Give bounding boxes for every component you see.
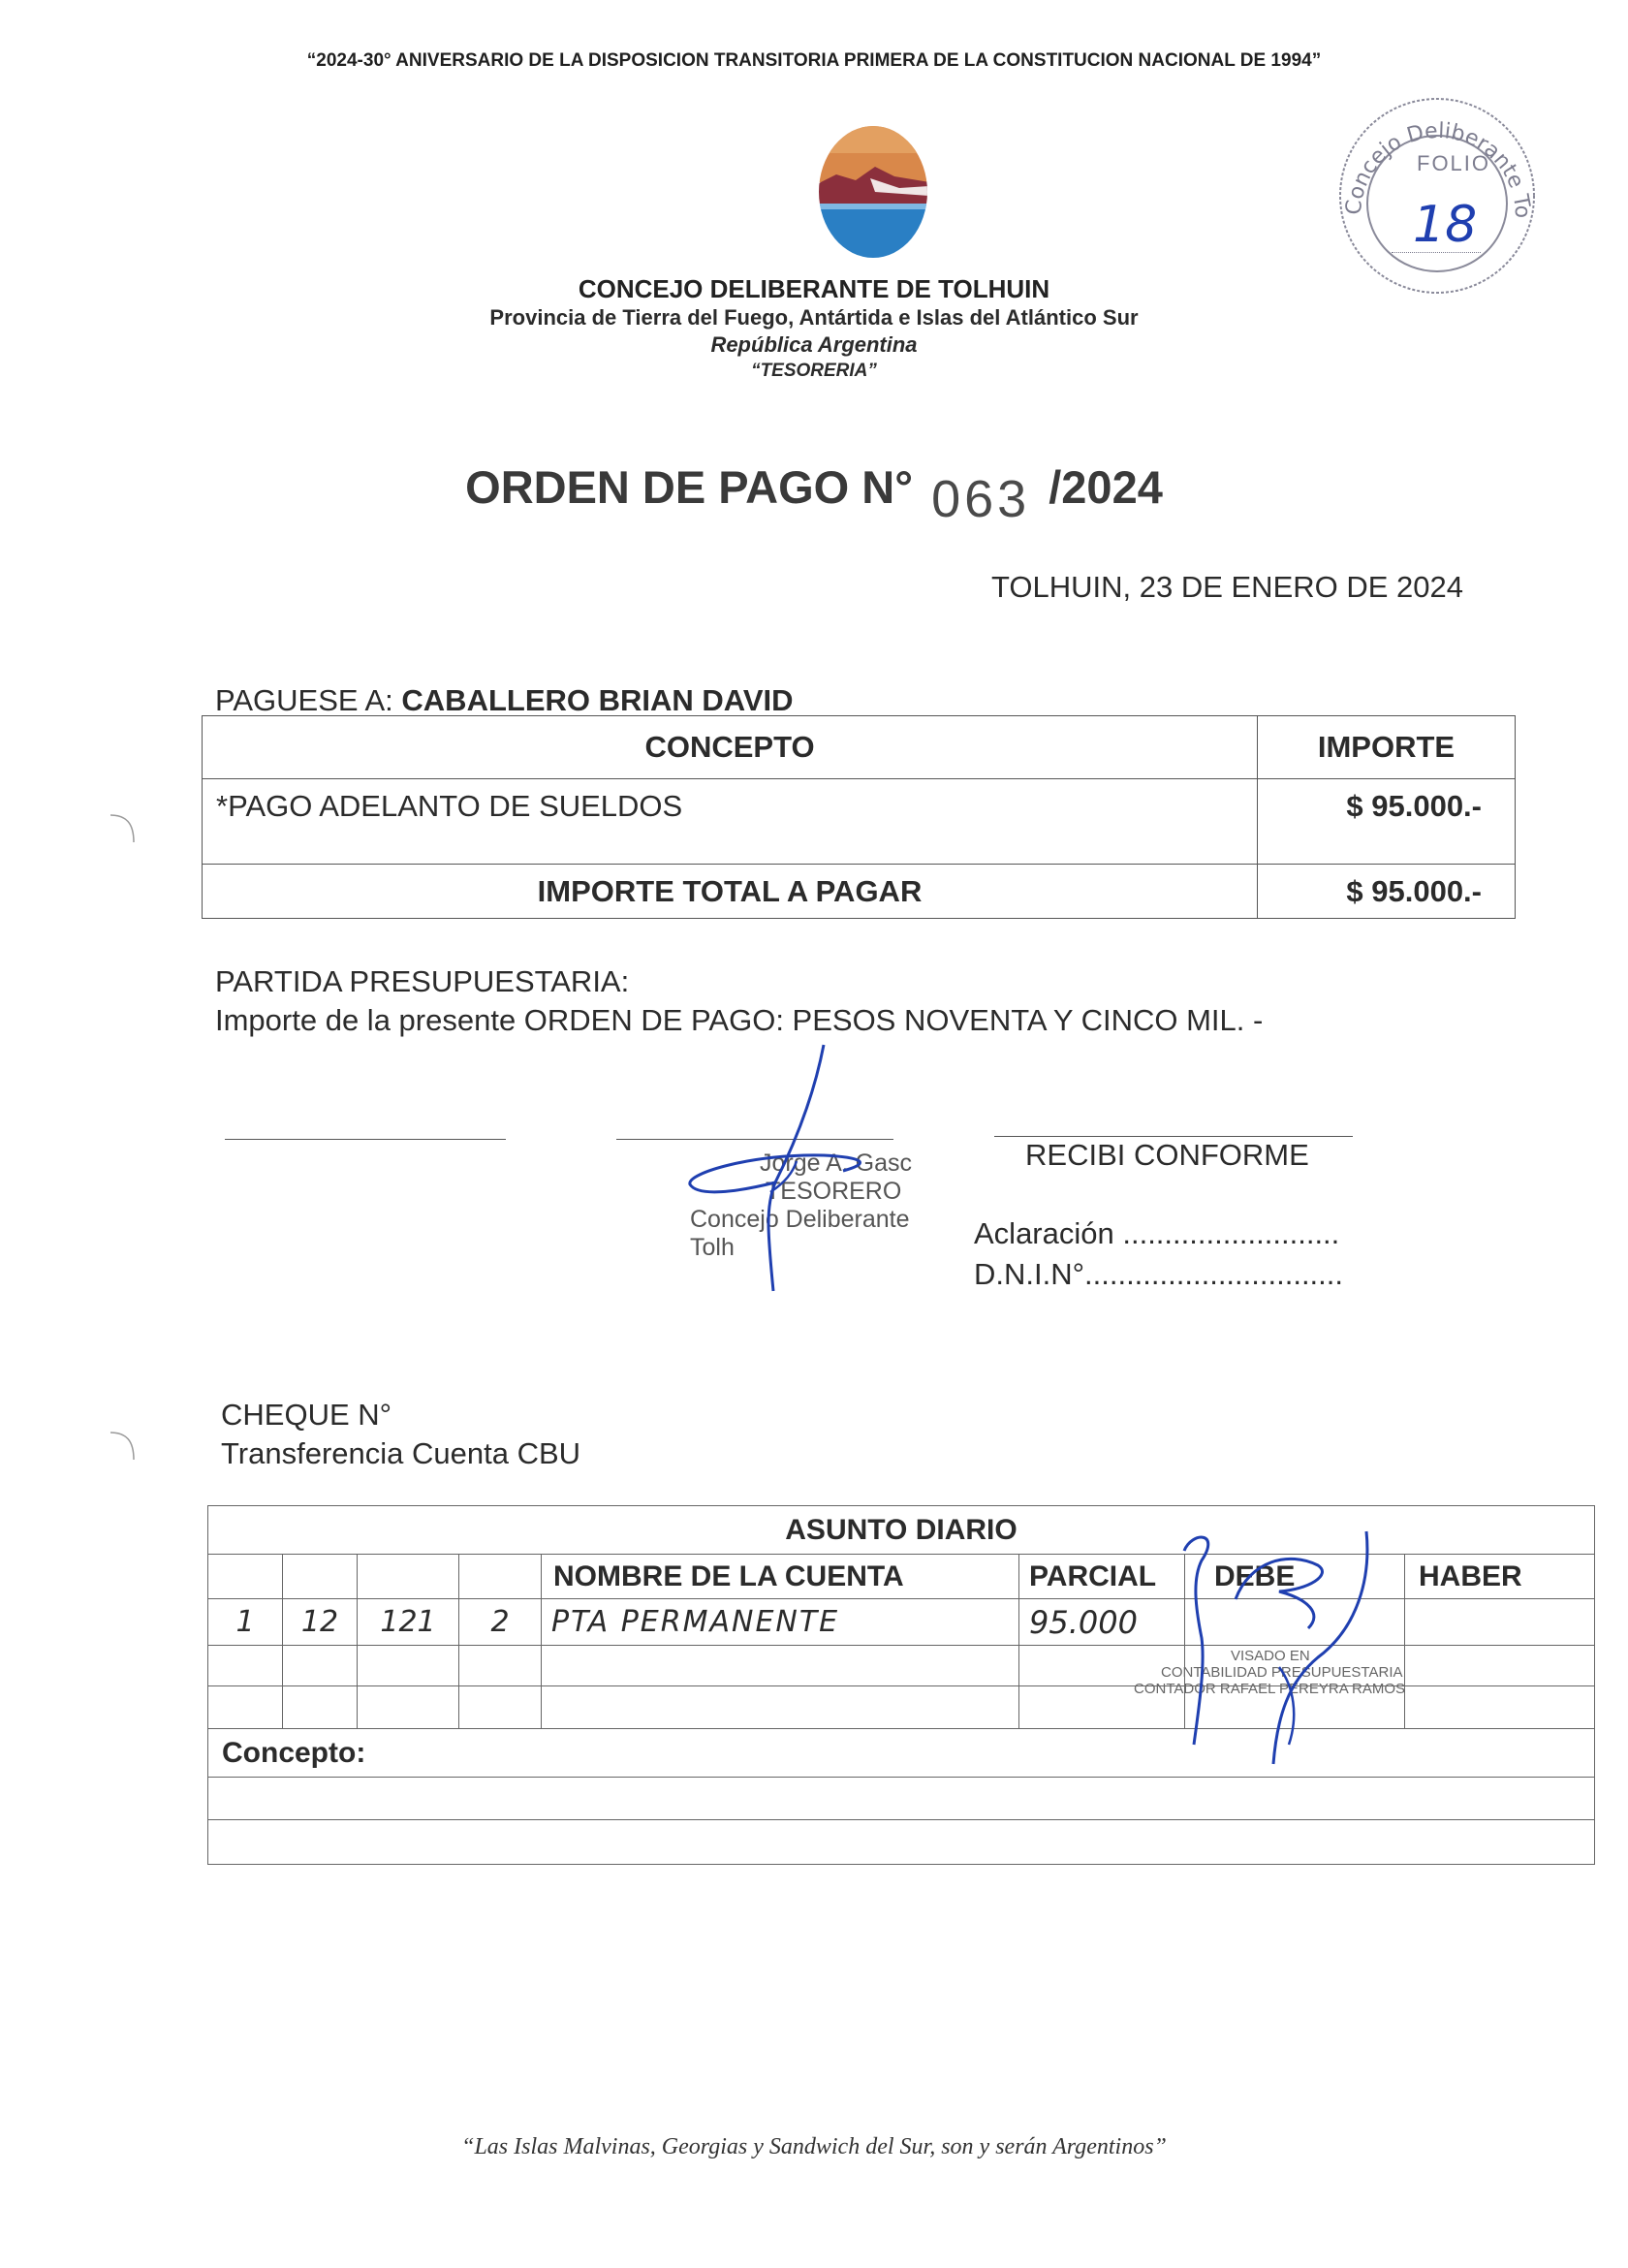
order-title <box>0 456 1628 528</box>
total-amount: $ 95.000.- <box>1258 865 1516 919</box>
journal-empty-cell <box>1405 1646 1595 1686</box>
col-importe: IMPORTE <box>1258 716 1516 779</box>
payee-label: PAGUESE A: <box>215 683 393 717</box>
amount-in-words: Importe de la presente ORDEN DE PAGO: PESOS NOVENTA Y CINCO MIL. - <box>215 1003 1264 1037</box>
anniversary-header: “2024-30° ANIVERSARIO DE LA DISPOSICION TRANSITORIA PRIMERA DE LA CONSTITUCION NACIONAL DE 1994” <box>306 50 1322 71</box>
journal-empty-cell <box>208 1778 1595 1820</box>
treasurer-role: TESORERO <box>766 1178 902 1205</box>
payment-concept: *PAGO ADELANTO DE SUELDOS <box>203 779 1258 865</box>
journal-concepto-line-1 <box>208 1778 1595 1820</box>
journal-empty-cell <box>283 1686 358 1729</box>
concejo-logo <box>817 124 929 260</box>
journal-empty-cell <box>208 1820 1595 1865</box>
transfer-label: Transferencia Cuenta CBU <box>221 1436 581 1470</box>
journal-title: ASUNTO DIARIO <box>208 1506 1595 1555</box>
journal-code-cell-4 <box>459 1555 542 1599</box>
journal-haber-1 <box>1405 1599 1595 1646</box>
journal-code-1: 1 <box>208 1599 283 1646</box>
payment-table-header <box>203 716 1516 779</box>
dni-field: D.N.I.N°............................... <box>974 1257 1344 1291</box>
signature-line-1 <box>225 1139 506 1140</box>
receipt-fields <box>974 1213 1343 1295</box>
payment-method <box>221 1396 580 1473</box>
punch-mark-top <box>109 809 138 848</box>
journal-concepto-row <box>208 1729 1595 1778</box>
journal-partial: 95.000 <box>1019 1599 1185 1646</box>
journal-code-3: 121 <box>358 1599 459 1646</box>
payment-row <box>203 779 1516 865</box>
journal-empty-cell <box>283 1646 358 1686</box>
journal-code-cell-3 <box>358 1555 459 1599</box>
journal-code-cell-2 <box>283 1555 358 1599</box>
org-block <box>0 273 1628 384</box>
payee-name: CABALLERO BRIAN DAVID <box>401 683 794 717</box>
footer-motto: “Las Islas Malvinas, Georgias y Sandwich del Sur, son y serán Argentinos” <box>461 2134 1167 2159</box>
journal-code-2: 12 <box>283 1599 358 1646</box>
journal-row-1 <box>208 1599 1595 1646</box>
journal-empty-cell <box>542 1646 1019 1686</box>
payee-line <box>215 683 794 718</box>
payment-total-row <box>203 865 1516 919</box>
folio-label: FOLIO <box>1417 151 1491 175</box>
recibi-conforme: RECIBI CONFORME <box>1025 1138 1309 1172</box>
org-country: República Argentina <box>710 332 918 357</box>
treasurer-signature-scribble <box>678 1037 911 1299</box>
folio-number: 18 <box>1413 196 1478 254</box>
budget-block <box>215 962 1263 1040</box>
punch-mark-bottom <box>109 1427 138 1465</box>
payment-amount: $ 95.000.- <box>1258 779 1516 865</box>
col-nombre-cuenta: NOMBRE DE LA CUENTA <box>542 1555 1019 1599</box>
journal-code-cell-1 <box>208 1555 283 1599</box>
journal-concepto-label: Concepto: <box>208 1729 1595 1778</box>
journal-empty-cell <box>358 1686 459 1729</box>
contab-stamp-line3: CONTADOR RAFAEL PEREYRA RAMOS <box>1134 1681 1406 1697</box>
col-haber: HABER <box>1405 1555 1595 1599</box>
order-number: 063 <box>931 470 1031 528</box>
aclaracion-field: Aclaración .......................... <box>974 1216 1340 1250</box>
org-name: CONCEJO DELIBERANTE DE TOLHUIN <box>578 274 1050 303</box>
col-concepto: CONCEPTO <box>203 716 1258 779</box>
treasurer-name: Jorge A. Gasc <box>760 1150 913 1177</box>
journal-empty-cell <box>208 1686 283 1729</box>
partida-label: PARTIDA PRESUPUESTARIA: <box>215 964 630 998</box>
payment-table <box>202 715 1516 919</box>
journal-code-4: 2 <box>459 1599 542 1646</box>
journal-header-row <box>208 1555 1595 1599</box>
journal-title-row <box>208 1506 1595 1555</box>
contab-stamp-line2: CONTABILIDAD PRESUPUESTARIA <box>1161 1664 1403 1681</box>
order-date: TOLHUIN, 23 DE ENERO DE 2024 <box>991 570 1463 604</box>
org-department: “TESORERIA” <box>751 361 877 381</box>
journal-initials-scribble <box>1163 1522 1386 1783</box>
journal-empty-cell <box>459 1686 542 1729</box>
total-label: IMPORTE TOTAL A PAGAR <box>203 865 1258 919</box>
journal-account-name: PTA PERMANENTE <box>542 1599 1019 1646</box>
folio-stamp <box>1331 89 1543 302</box>
col-debe: DEBE <box>1185 1555 1405 1599</box>
folio-number-line <box>1392 252 1481 253</box>
signature-line-3 <box>994 1136 1353 1137</box>
journal-empty-cell <box>542 1686 1019 1729</box>
journal-empty-cell <box>1405 1686 1595 1729</box>
folio-ring-text: Concejo Deliberante To <box>1341 118 1535 219</box>
order-title-prefix: ORDEN DE PAGO N° <box>465 461 913 513</box>
journal-empty-cell <box>358 1646 459 1686</box>
col-parcial: PARCIAL <box>1019 1555 1185 1599</box>
journal-empty-cell <box>459 1646 542 1686</box>
cheque-label: CHEQUE N° <box>221 1398 392 1432</box>
journal-concepto-line-2 <box>208 1820 1595 1865</box>
contab-stamp-line1: VISADO EN <box>1231 1648 1310 1664</box>
treasurer-org: Concejo Deliberante Tolh <box>690 1206 910 1261</box>
org-province: Provincia de Tierra del Fuego, Antártida e Islas del Atlántico Sur <box>489 305 1139 330</box>
journal-empty-cell <box>208 1646 283 1686</box>
order-year: /2024 <box>1049 461 1163 513</box>
